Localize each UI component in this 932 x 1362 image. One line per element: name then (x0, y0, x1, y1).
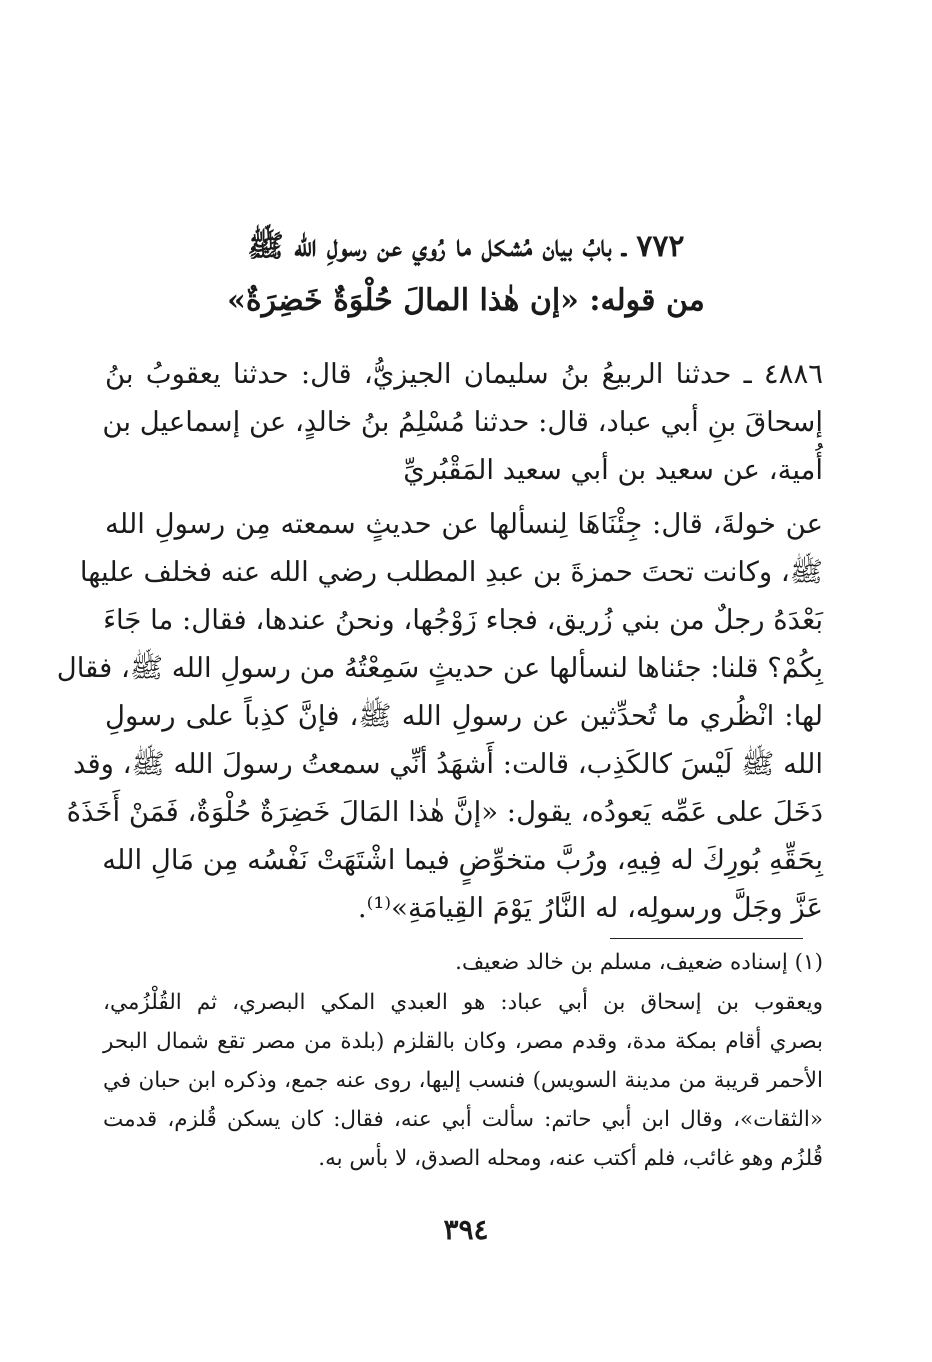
hadith-line: أُمية، عن سعيد بن أبي سعيد المَقْبُريِّ (403, 454, 823, 486)
footnote-line: (١) إسناده ضعيف، مسلم بن خالد ضعيف. (455, 950, 823, 975)
hadith-line: الله ﷺ لَيْسَ كالكَذِب، قالت: أَشهَدُ أنِّي سمعتُ رسولَ الله ﷺ، وقد (73, 748, 823, 780)
hadith-line: عن خولةَ، قال: جِئْنَاهَا لِنسألها عن حديثٍ سمعته مِن رسولِ الله (105, 508, 823, 540)
hadith-line: دَخَلَ على عَمِّه يَعودُه، يقول: «إنَّ هٰذا المَالَ خَضِرَةٌ حُلْوَةٌ، فَمَنْ أَخَذَهُ (66, 796, 823, 828)
hadith-line: عَزَّ وجَلَّ ورسولِه، له النَّارُ يَوْمَ القِيامَةِ»⁽¹⁾. (357, 892, 823, 924)
footnote-line: بصري أقام بمكة مدة، وقدم مصر، وكان بالقلزم (بلدة من مصر تقع شمال البحر (103, 1029, 823, 1054)
hadith-line: بِكُمْ؟ قلنا: جئناها لنسألها عن حديثٍ سَمِعْتُهُ من رسولِ الله ﷺ، فقال (56, 652, 823, 684)
chapter-title-line-1: ٧٧٢ ـ بابُ بيان مُشكل ما رُوي عن رسولِ الله ﷺ (247, 229, 685, 264)
footnote-line: الأحمر قريبة من مدينة السويس) فنسب إليها، روى عنه جمع، وذكره ابن حبان في (103, 1068, 823, 1093)
footnote-line: «الثقات»، وقال ابن أبي حاتم: سألت أبي عنه، فقال: كان يسكن قُلزم، قدمت (103, 1107, 823, 1132)
page-number: ٣٩٤ (443, 1213, 489, 1246)
hadith-line: إسحاقَ بنِ أبي عباد، قال: حدثنا مُسْلِمُ بنُ خالدٍ، عن إسماعيل بن (102, 406, 823, 438)
hadith-line: بِحَقِّهِ بُورِكَ له فِيهِ، ورُبَّ متخوِّضٍ فيما اشْتَهَتْ نَفْسُه مِن مَالِ الله (102, 844, 823, 876)
hadith-line: ﷺ، وكانت تحتَ حمزةَ بن عبدِ المطلب رضي الله عنه فخلف عليها (79, 556, 823, 588)
hadith-line: ٤٨٨٦ ـ حدثنا الربيعُ بنُ سليمان الجيزيُّ، قال: حدثنا يعقوبُ بنُ (105, 358, 823, 390)
footnote-line: قُلزُم وهو غائب، فلم أكتب عنه، ومحله الصدق، لا بأس به. (318, 1146, 823, 1171)
footnote-line: ويعقوب بن إسحاق بن أبي عباد: هو العبدي المكي البصري، ثم القُلْزُمي، (103, 990, 823, 1015)
footnote-separator (610, 938, 803, 939)
chapter-title-line-2: من قوله: «إن هٰذا المالَ حُلْوَةٌ خَضِرَةٌ» (227, 283, 705, 318)
hadith-line: لها: انْظُري ما تُحدِّثين عن رسولِ الله ﷺ، فإنَّ كذِباً على رسولِ (105, 700, 823, 732)
hadith-line: بَعْدَهُ رجلٌ من بني زُريق، فجاء زَوْجُها، ونحنُ عندها، فقال: ما جَاءَ (103, 604, 823, 636)
